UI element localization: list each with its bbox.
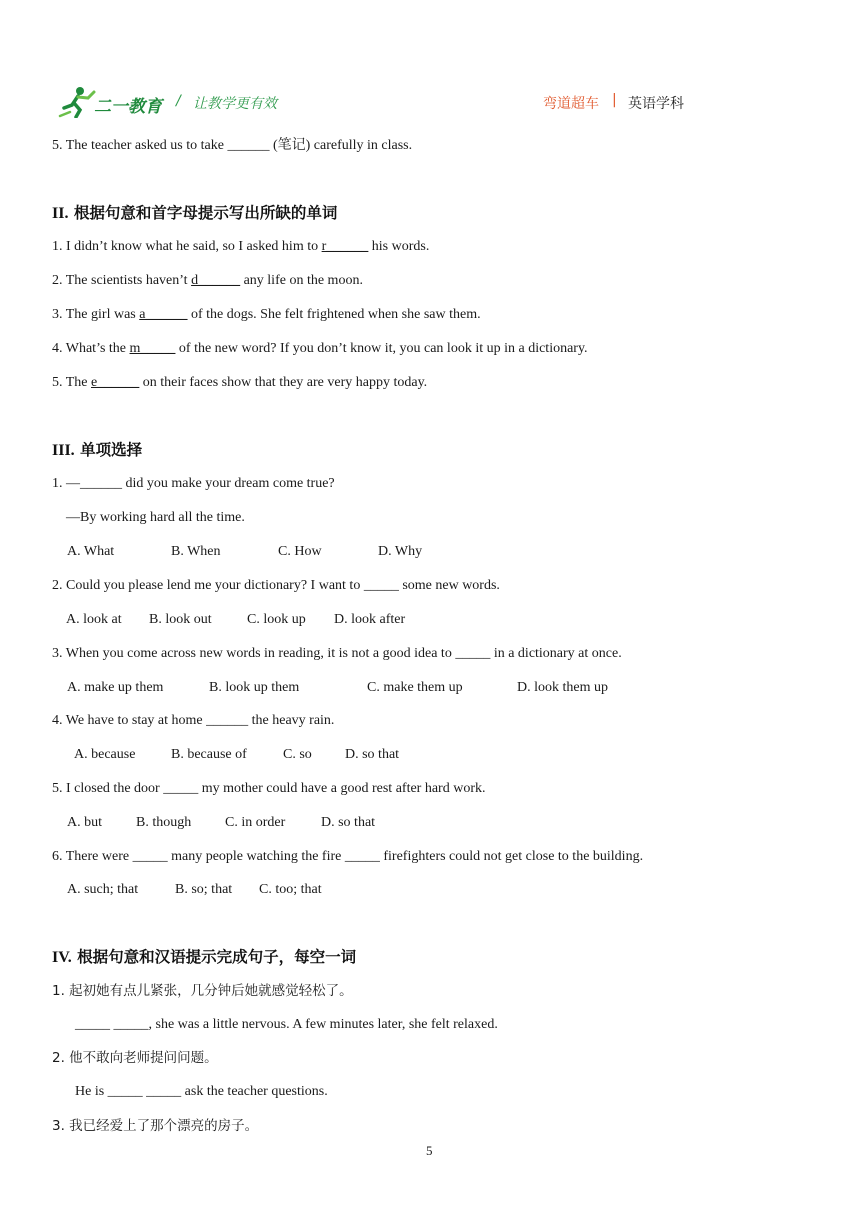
section-3-heading	[52, 440, 142, 461]
s3-q4-option-c: C. so	[283, 747, 312, 762]
s3-question-5: 5. I closed the door _____ my mother could have a good rest after hard work.	[52, 781, 486, 796]
s3-question-3: 3. When you come across new words in reading, it is not a good idea to _____ in a dictionary at once.	[52, 646, 622, 661]
logo	[58, 86, 168, 118]
answer-blank: r______	[321, 239, 369, 254]
s3-q6-option-a: A. such; that	[67, 882, 139, 897]
s3-q4-option-a: A. because	[74, 747, 136, 762]
s2-question-2: 2. The scientists haven’t d______ any life on the moon.	[52, 273, 363, 288]
s3-q1-option-c: C. How	[278, 544, 322, 559]
s3-q3-option-b: B. look up them	[209, 680, 300, 695]
s3-q1-option-d: D. Why	[378, 544, 423, 559]
section-2-title: 根据句意和首字母提示写出所缺的单词	[73, 204, 338, 222]
s3-q5-option-b: B. though	[136, 815, 192, 830]
s3-q2-option-c: C. look up	[247, 612, 306, 627]
answer-blank: a______	[139, 307, 188, 322]
carry-question-5: 5. The teacher asked us to take ______ (笔记) carefully in class.	[52, 138, 413, 153]
section-2-number: II.	[52, 205, 69, 222]
header-bar: |	[612, 92, 617, 108]
header-divider: /	[176, 93, 181, 109]
s3-q4-option-b: B. because of	[171, 747, 247, 762]
header-subject: 英语学科	[628, 96, 684, 112]
s3-q5-option-d: D. so that	[321, 815, 376, 830]
s3-q3-option-c: C. make them up	[367, 680, 463, 695]
section-2-heading	[52, 203, 337, 224]
section-3-title: 单项选择	[80, 441, 143, 459]
s3-q3-option-a: A. make up them	[67, 680, 164, 695]
header-brand: 弯道超车	[543, 96, 599, 112]
answer-blank: d______	[191, 273, 241, 288]
s3-q5-option-a: A. but	[67, 815, 102, 830]
s2-question-5: 5. The e______ on their faces show that they are very happy today.	[52, 375, 428, 390]
s2-question-1: 1. I didn’t know what he said, so I asked him to r______ his words.	[52, 239, 430, 254]
section-4-number: IV.	[52, 949, 72, 966]
s4-question-2-english: He is _____ _____ ask the teacher questions.	[75, 1084, 328, 1099]
s3-q1-option-b: B. When	[171, 544, 221, 559]
s3-q2-option-d: D. look after	[334, 612, 406, 627]
s4-question-3-chinese: 3. 我已经爱上了那个漂亮的房子。	[52, 1118, 259, 1134]
s3-q4-option-d: D. so that	[345, 747, 400, 762]
s3-q2-option-a: A. look at	[66, 612, 122, 627]
s3-q2-option-b: B. look out	[149, 612, 212, 627]
section-4-heading	[52, 947, 356, 968]
s4-question-2-chinese: 2. 他不敢向老师提问问题。	[52, 1050, 218, 1066]
s3-question-4: 4. We have to stay at home ______ the heavy rain.	[52, 713, 335, 728]
section-4-title: 根据句意和汉语提示完成句子，每空一词	[77, 948, 357, 966]
s3-question-2: 2. Could you please lend me your dictionary? I want to _____ some new words.	[52, 578, 500, 593]
s3-q6-option-b: B. so; that	[175, 882, 233, 897]
s2-question-3: 3. The girl was a______ of the dogs. She felt frightened when she saw them.	[52, 307, 481, 322]
s3-q5-option-c: C. in order	[225, 815, 286, 830]
answer-blank: m_____	[129, 341, 176, 356]
s3-q6-option-c: C. too; that	[259, 882, 322, 897]
running-figure-icon	[58, 86, 98, 118]
section-3-number: III.	[52, 442, 75, 459]
s3-question-1: 1. —______ did you make your dream come true?	[52, 476, 335, 491]
s3-question-1-answer: —By working hard all the time.	[66, 510, 245, 525]
header-slogan: 让教学更有效	[193, 96, 277, 112]
s4-question-1-english: _____ _____, she was a little nervous. A few minutes later, she felt relaxed.	[75, 1017, 498, 1032]
s3-question-6: 6. There were _____ many people watching the fire _____ firefighters could not get close to the building.	[52, 849, 644, 864]
logo-text: 二一教育	[94, 97, 162, 117]
page-number: 5	[426, 1143, 433, 1158]
s3-q3-option-d: D. look them up	[517, 680, 608, 695]
s4-question-1-chinese: 1. 起初她有点儿紧张，几分钟后她就感觉轻松了。	[52, 983, 353, 999]
answer-blank: e______	[91, 375, 140, 390]
s3-q1-option-a: A. What	[67, 544, 115, 559]
s2-question-4: 4. What’s the m_____ of the new word? If you don’t know it, you can look it up in a dictionary.	[52, 341, 588, 356]
